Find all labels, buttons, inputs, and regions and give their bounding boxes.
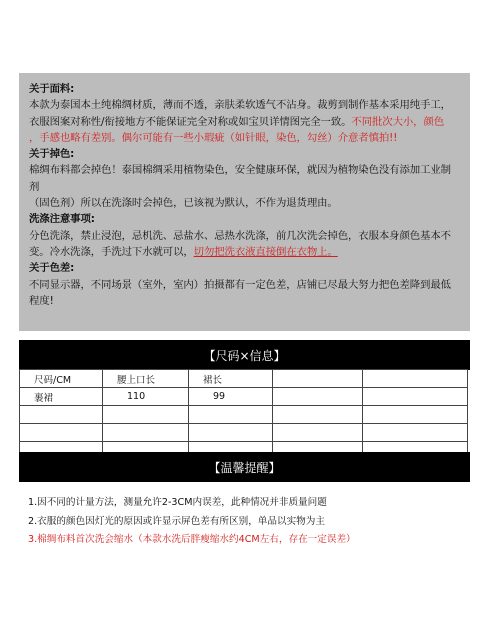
fabric-line-2 (29, 114, 461, 130)
color-line-2: 程度! (29, 294, 54, 307)
fabric-title: 关于面料: (29, 83, 75, 95)
table-cell (20, 424, 103, 442)
size-table (19, 369, 468, 460)
table-header-cell (363, 370, 468, 388)
wash-line-1: 分色洗涤，禁止浸泡，忌机洗、忌盐水、忌热水洗涤，前几次洗会掉色，衣服本身颜色基本不 (29, 229, 451, 242)
fade-title: 关于掉色: (29, 148, 75, 161)
table-cell (273, 424, 363, 442)
table-cell (189, 406, 273, 424)
table-row (20, 388, 468, 406)
tip-color-difference: 2.衣服的颜色因灯光的原因或许显示屏色差有所区别，单品以实物为主 (28, 515, 325, 527)
table-header-cell: 尺码/CM (20, 370, 103, 388)
fabric-batch-warning: 不同批次大小，颜色 (351, 115, 445, 128)
color-line-1: 不同显示器，不同场景（室外，室内）拍摄都有一定色差，店铺已尽最大努力把色差降到最低 (29, 278, 451, 291)
table-cell (189, 424, 273, 442)
table-cell (363, 406, 468, 424)
tips-list (19, 494, 470, 550)
detergent-warning: 切勿把洗衣液直接倒在衣物上。 (193, 245, 338, 258)
fabric-defect-warning: ，手感也略有差别。偶尔可能有一些小瑕疵（如针眼，染色，勾丝）介意者慎拍!! (29, 131, 398, 144)
table-cell (363, 424, 468, 442)
fabric-consistency-text: 衣服图案对称性/衔接地方不能保证完全对称或如宝贝详情图完全一致。 (29, 115, 352, 128)
table-header-row (20, 370, 468, 388)
table-cell: 99 (189, 388, 273, 406)
tips-label: 【温馨提醒】 (208, 460, 281, 475)
table-cell: 裹裙 (20, 388, 103, 406)
table-cell (103, 424, 189, 442)
table-header-cell: 裙长 (189, 370, 273, 388)
tip-shrinkage: 3.棉绸布料首次洗会缩水（本款水洗后胖瘦缩水约4CM左右，存在一定误差） (28, 534, 356, 545)
tips-bar (19, 452, 470, 482)
tip-measurement: 1.因不同的计量方法，测量允许2-3CM内误差，此种情况并非质量问题 (28, 497, 327, 508)
wash-instruction-text: 变。冷水洗涤，手洗过下水就可以， (29, 245, 194, 258)
size-info-label: 【尺码×信息】 (203, 348, 286, 363)
fade-line-1: 棉绸布料都会掉色！泰国棉绸采用植物染色，安全健康环保，就因为植物染色没有添加工业制剂 (29, 164, 451, 193)
table-cell (273, 388, 363, 406)
fabric-line-1: 本款为泰国本土纯棉绸材质，薄而不透，亲肤柔软透气不沾身。裁剪到制作基本采用纯手工， (29, 99, 451, 112)
table-cell (20, 406, 103, 424)
table-header-cell: 腰上口长 (103, 370, 189, 388)
table-cell (363, 388, 468, 406)
wash-title: 洗涤注意事项: (29, 213, 95, 226)
fade-line-2: （固色剂）所以在洗涤时会掉色，已该视为默认，不作为退货理由。 (29, 197, 338, 210)
table-row (20, 406, 468, 424)
table-cell (103, 406, 189, 424)
table-header-cell (273, 370, 363, 388)
table-cell: 110 (103, 388, 189, 406)
table-cell (273, 406, 363, 424)
product-notice-panel (19, 73, 470, 331)
size-info-bar (19, 340, 470, 370)
color-title: 关于色差: (29, 262, 75, 275)
table-row (20, 424, 468, 442)
wash-line-2 (29, 244, 461, 260)
